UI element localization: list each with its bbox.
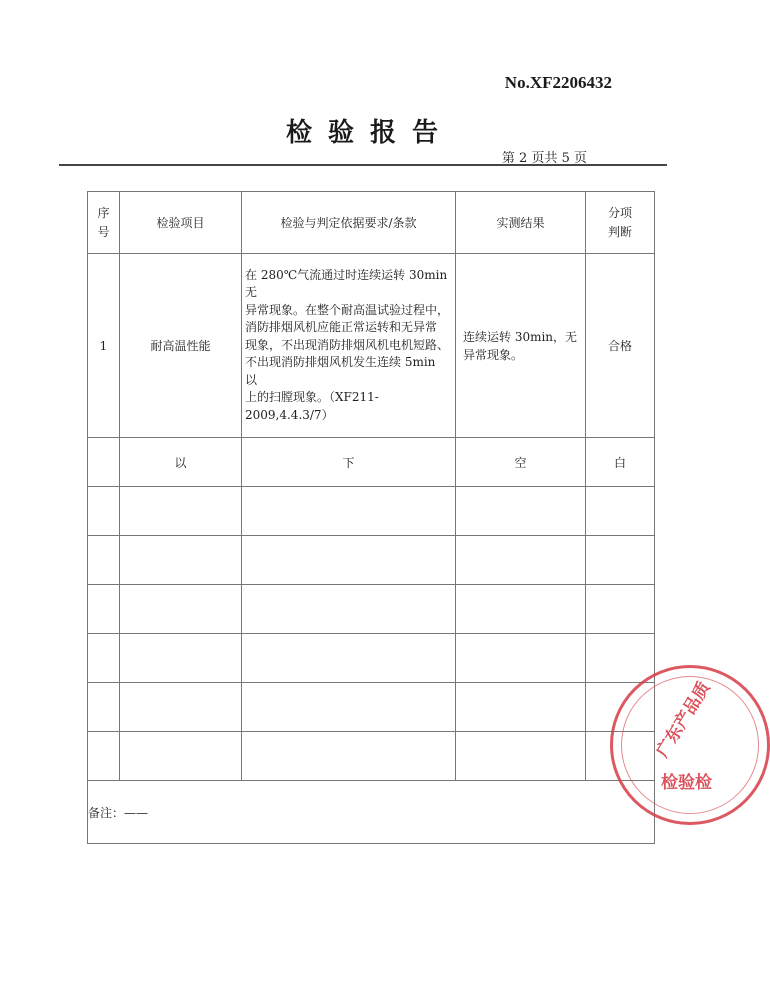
blank-marker-3: 空 [456,438,586,487]
empty-cell [456,585,586,634]
page-indicator: 第 2 页共 5 页 [501,151,587,166]
empty-cell [88,732,120,781]
empty-row [88,683,655,732]
result-line: 异常现象。 [463,347,524,362]
table-row [88,254,655,438]
row1-result [456,254,586,438]
header-result: 实测结果 [456,192,586,254]
header-requirement: 检验与判定依据要求/条款 [242,192,456,254]
header-seq [88,192,120,254]
empty-cell [88,536,120,585]
empty-row [88,634,655,683]
row1-verdict: 合格 [586,254,655,438]
seal-text-upper: 广东产品质 [652,678,715,762]
blank-marker-1: 以 [120,438,242,487]
empty-cell [120,683,242,732]
row1-requirement [242,254,456,438]
empty-cell [456,732,586,781]
row1-seq: 1 [88,254,120,438]
table-header-row [88,192,655,254]
report-number: No.XF2206432 [504,73,612,92]
empty-row [88,487,655,536]
empty-cell [586,634,655,683]
empty-cell [88,585,120,634]
blank-cell [88,438,120,487]
empty-cell [456,487,586,536]
header-divider [59,164,667,166]
empty-cell [242,487,456,536]
empty-cell [242,536,456,585]
empty-cell [456,536,586,585]
empty-cell [456,634,586,683]
remark-row [88,781,655,844]
result-line: 连续运转 30min，无 [463,329,578,344]
header-verdict-line2: 判断 [607,224,632,239]
empty-cell [586,732,655,781]
requirement-line: 异常现象。在整个耐高温试验过程中， [245,302,450,317]
requirement-line: 上的扫膛现象。（XF211-2009,4.4.3/7） [245,390,379,422]
empty-cell [88,683,120,732]
remark-text: 备注：—— [88,781,655,844]
blank-marker-4: 白 [586,438,655,487]
document-title: 检验报告 [285,118,454,148]
empty-cell [586,683,655,732]
empty-row [88,536,655,585]
header-verdict [586,192,655,254]
header-seq-line2: 号 [97,224,110,239]
empty-cell [88,634,120,683]
empty-cell [120,536,242,585]
empty-cell [456,683,586,732]
requirement-line: 在 280℃气流通过时连续运转 30min 无 [245,267,448,300]
empty-cell [242,585,456,634]
empty-cell [88,487,120,536]
empty-cell [120,732,242,781]
empty-cell [242,634,456,683]
empty-cell [120,487,242,536]
requirement-line: 不出现消防排烟风机发生连续 5min 以 [245,355,436,387]
empty-cell [586,536,655,585]
inspection-table [87,191,655,844]
header-verdict-line1: 分项 [607,205,632,220]
empty-row [88,585,655,634]
empty-cell [586,585,655,634]
requirement-line: 消防排烟风机应能正常运转和无异常 [245,320,438,335]
empty-cell [586,487,655,536]
header-item: 检验项目 [120,192,242,254]
requirement-line: 现象，不出现消防排烟风机电机短路、 [245,337,450,352]
empty-cell [120,585,242,634]
seal-text-lower: 检验检 [661,773,712,793]
empty-cell [242,683,456,732]
blank-marker-2: 下 [242,438,456,487]
empty-row [88,732,655,781]
empty-cell [242,732,456,781]
empty-cell [120,634,242,683]
table-row [88,438,655,487]
header-seq-line1: 序 [97,205,110,220]
row1-item: 耐高温性能 [120,254,242,438]
